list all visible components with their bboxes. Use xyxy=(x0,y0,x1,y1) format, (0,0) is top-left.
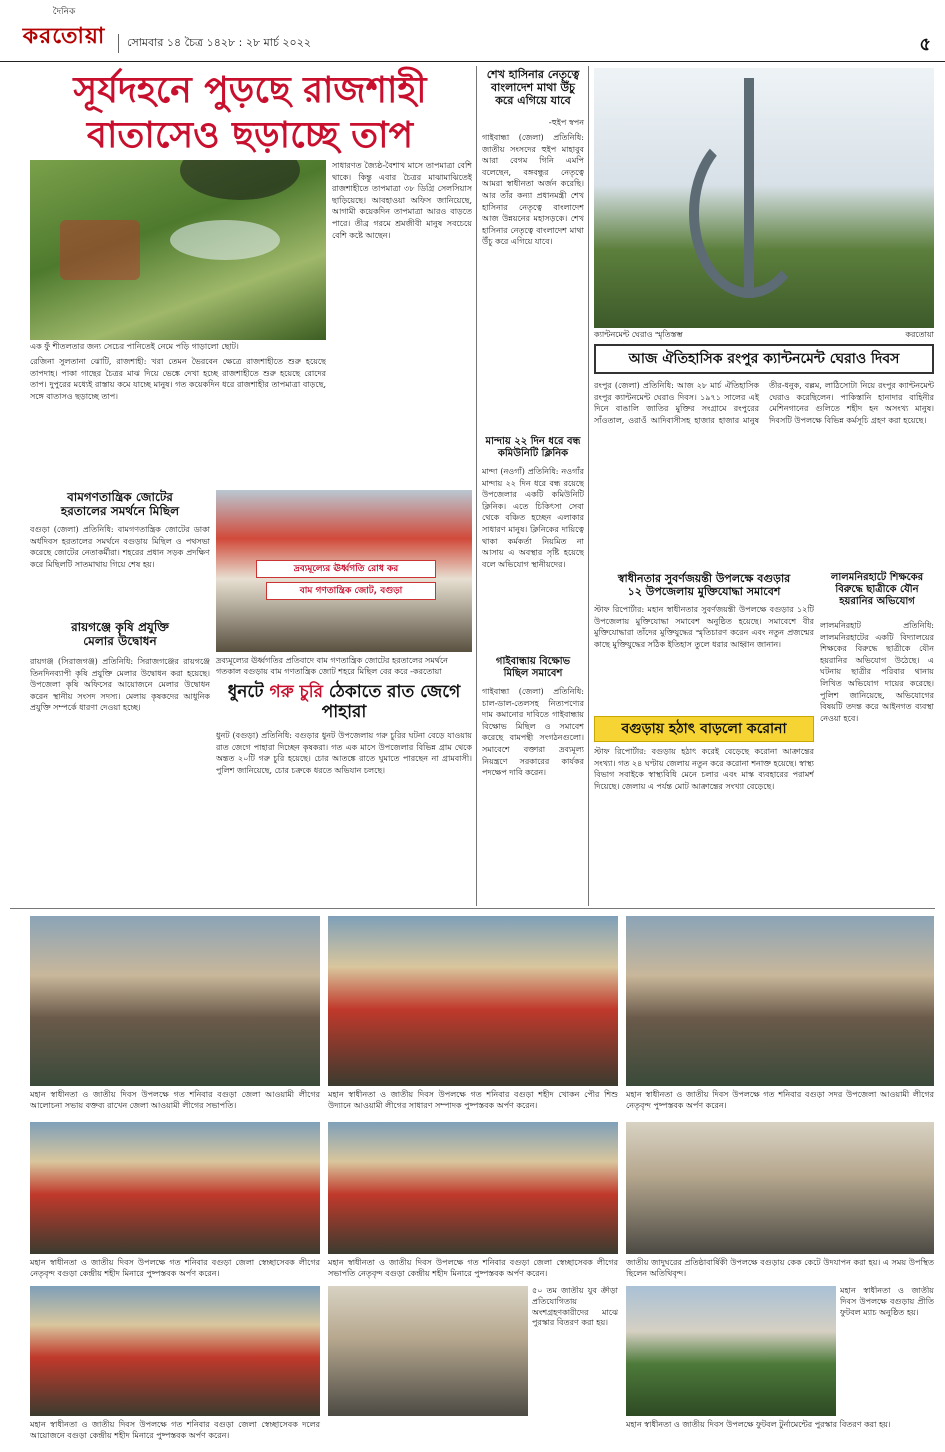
newspaper-logo xyxy=(14,4,114,58)
muktijoddha-headline-line-2: ১২ উপজেলায় মুক্তিযোদ্ধা সমাবেশ xyxy=(627,585,781,599)
issue-date: সোমবার ১৪ চৈত্র ১৪২৮ : ২৮ মার্চ ২০২২ xyxy=(118,34,311,53)
agri-body: রায়গঞ্জ (সিরাজগঞ্জ) প্রতিনিধি: সিরাজগঞ্জের রায়গঞ্জে তিনদিনব্যাপী কৃষি প্রযুক্তি মেলার উদ্বোধন করা হয়েছে। উপজেলা কৃষি অফিসের আয়োজনে মেলার উদ্বোধন করেন স্থানীয় সংসদ সদস্য। মেলায় কৃষকদের আধুনিক প্রযুক্তি সম্পর্কে ধারণা দেওয়া হচ্ছে। xyxy=(30,657,210,713)
hartal-headline-line-1: বামগণতান্ত্রিক জোটের xyxy=(67,490,173,504)
column-divider xyxy=(588,66,589,906)
section-divider xyxy=(10,908,935,909)
event-photo-5 xyxy=(328,1122,618,1254)
lead-body-right: সাধারণত জ্যৈষ্ঠ-বৈশাখ মাসে তাপমাত্রা বেশি থাকে। কিন্তু এবার চৈত্রর মাঝামাঝিতেই রাজশাহীতে তাপমাত্রা ৩৮ ডিগ্রি সেলসিয়াস ছাড়িয়েছে। আবহাওয়া অফিস জানিয়েছে, আগামী কয়েকদিন তাপমাত্রা আরও বাড়তে পারে। তীব্র গরমে শ্রমজীবী মানুষ সবচেয়ে বেশি কষ্টে আছেন। xyxy=(332,161,472,240)
event-photo-7 xyxy=(30,1286,320,1416)
masthead xyxy=(0,0,945,62)
umbrella-shape xyxy=(180,160,300,200)
agri-headline-line-2: মেলার উদ্বোধন xyxy=(83,634,157,649)
sheikh-headline-line-1: শেখ হাসিনার নেতৃত্বে xyxy=(486,68,580,81)
event-photo-2 xyxy=(328,916,618,1086)
logo-small-text: দৈনিক xyxy=(52,7,76,17)
sheikh-headline-line-3: করে এগিয়ে যাবে xyxy=(495,94,571,108)
hartal-caption-text: দ্রব্যমূল্যের ঊর্ধ্বগতির প্রতিবাদে বাম গণতান্ত্রিক জোটের হরতালের সমর্থনে গতকাল বগুড়ায় বাম গণতান্ত্রিক জোট শহরে মিছিল বের করে xyxy=(216,656,448,676)
hartal-photo xyxy=(216,490,472,652)
corona-headline: বগুড়ায় হঠাৎ বাড়লো করোনা xyxy=(594,716,814,742)
clinic-headline-line-1: মান্দায় ২২ দিন ধরে বন্ধ xyxy=(485,436,581,447)
harassment-body: লালমনিরহাট প্রতিনিধি: লালমনিরহাটের একটি বিদ্যালয়ের শিক্ষকের বিরুদ্ধে ছাত্রীকে যৌন হয়রানির অভিযোগ উঠেছে। এ ঘটনায় ছাত্রীর পরিবার থানায় লিখিত অভিযোগ দায়ের করেছে। পুলিশ জানিয়েছে, অভিযোগের বিষয়টি তদন্ত করে আইনগত ব্যবস্থা নেওয়া হবে। xyxy=(820,621,934,723)
lead-headline-line-2: বাতাসেও ছড়াচ্ছে তাপ xyxy=(86,115,414,157)
harassment-headline-line-1: লালমনিরহাটে শিক্ষকের xyxy=(830,572,924,583)
gaibandha-headline: গাইবান্ধায় বিক্ষোভ মিছিল সমাবেশ xyxy=(495,656,571,679)
harassment-headline-line-2: বিরুদ্ধে ছাত্রীকে যৌন xyxy=(835,584,919,595)
sheikh-headline-line-2: বাংলাদেশ মাথা উঁচু xyxy=(491,81,575,95)
lead-photo-caption: এক ফুঁ শীতলতার জন্য সেচের পানিতেই নেমে পড়ি গাড়ালো ছোট। xyxy=(30,342,239,351)
cantonment-body: রংপুর (জেলা) প্রতিনিধি: আজ ২৮ মার্চ ঐতিহাসিক রংপুর ক্যান্টনমেন্ট ঘেরাও দিবস। ১৯৭১ সালের এই দিনে বাঙালি জাতির মুক্তির সংগ্রামে রংপুরের সাঁওতাল, ওরাওঁ আদিবাসীসহ হাজার হাজার মানুষ তীর-ধনুক, বল্লম, লাঠিসোটা নিয়ে রংপুর ক্যান্টনমেন্ট ঘেরাও করেছিলেন। পাকিস্তানি হানাদার বাহিনীর মেশিনগানের গুলিতে শহীদ হন অসংখ্য মানুষ। দিবসটি উপলক্ষে বিভিন্ন কর্মসূচি গ্রহণ করা হয়েছে। xyxy=(594,381,934,425)
lead-headline-line-1: সূর্যদহনে পুড়ছে রাজশাহী xyxy=(73,70,427,111)
event-photo-6-caption: জাতীয় জাদুঘরের প্রতিষ্ঠাবার্ষিকী উপলক্ষে বগুড়ায় কেক কেটে উদযাপন করা হয়। এ সময় উপস্থিত ছিলেন অতিথিবৃন্দ। xyxy=(626,1258,934,1278)
cow-headline xyxy=(216,682,472,723)
harassment-headline xyxy=(820,572,934,608)
event-photo-7-caption: মহান স্বাধীনতা ও জাতীয় দিবস উপলক্ষে গত শনিবার বগুড়া জেলা স্বেচ্ছাসেবক দলের আয়োজনে বগুড়া কেন্দ্রীয় শহীদ মিনারে পুষ্পস্তবক অর্পণ করেন। xyxy=(30,1420,320,1440)
lead-body-left: রেজিনা সুলতানা ঝোটি, রাজশাহী: খরা তেমন ভৈরবেন ক্ষেত্রে রাজশাহীতে শুরু হয়েছে তাপদাহ। পাকা গাছের চৈত্রর মাঝ দিয়ে ভেঙ্কে দেখা হচ্ছে রাজশাহীতে শুরু হয়েছে রোদের তাপ। দুপুরের মধ্যেই রাস্তায় কমে যাচ্ছে মানুষ। গত কয়েকদিন ধরে রাজশাহীর তাপমাত্রা বাড়ছে, সঙ্গে বাতাসও ছড়াচ্ছে তাপ। xyxy=(30,357,326,401)
event-photo-4 xyxy=(30,1122,320,1254)
cantonment-photo xyxy=(594,68,934,328)
cantonment-headline: আজ ঐতিহাসিক রংপুর ক্যান্টনমেন্ট ঘেরাও দিবস xyxy=(594,344,934,374)
event-photo-4-caption: মহান স্বাধীনতা ও জাতীয় দিবস উপলক্ষে গত শনিবার বগুড়া জেলা স্বেচ্ছাসেবক লীগের নেতৃবৃন্দ বগুড়া কেন্দ্রীয় শহীদ মিনারে পুষ্পস্তবক অর্পণ করেন। xyxy=(30,1258,320,1278)
corona-body: স্টাফ রিপোর্টার: বগুড়ায় হঠাৎ করেই বেড়েছে করোনা আক্রান্তের সংখ্যা। গত ২৪ ঘণ্টায় জেলায় নতুন করে করোনা শনাক্ত হয়েছে। স্বাস্থ্য বিভাগ সবাইকে স্বাস্থ্যবিধি মেনে চলার এবং মাস্ক ব্যবহারের পরামর্শ দিয়েছে। জেলায় এ পর্যন্ত মোট আক্রান্তের সংখ্যা বেড়েছে। xyxy=(594,747,814,791)
agri-headline xyxy=(30,620,210,649)
column-divider xyxy=(476,66,477,906)
event-photo-1 xyxy=(30,916,320,1086)
muktijoddha-body: স্টাফ রিপোর্টার: মহান স্বাধীনতার সুবর্ণজয়ন্তী উপলক্ষে বগুড়ার ১২টি উপজেলায় মুক্তিযোদ্ধা সমাবেশ অনুষ্ঠিত হয়েছে। সমাবেশে বীর মুক্তিযোদ্ধারা তাঁদের মুক্তিযুদ্ধের স্মৃতিচারণ করেন এবং নতুন প্রজন্মের কাছে মুক্তিযুদ্ধের সঠিক ইতিহাস তুলে ধরার আহ্বান জানান। xyxy=(594,605,814,649)
clinic-headline-line-2: কমিউনিটি ক্লিনিক xyxy=(497,448,569,459)
protest-banner-2: বাম গণতান্ত্রিক জোট, বগুড়া xyxy=(266,582,436,600)
cow-headline-part-2: গরু চুরি xyxy=(269,682,323,702)
muktijoddha-headline xyxy=(594,572,814,598)
event-photo-9-caption: মহান স্বাধীনতা ও জাতীয় দিবস উপলক্ষে ফুটবল টুর্নামেন্টের পুরস্কার বিতরণ করা হয়। xyxy=(626,1420,891,1429)
cantonment-photo-caption: ক্যান্টনমেন্ট ঘেরাও স্মৃতিস্তম্ভ xyxy=(594,330,683,339)
pump-shape xyxy=(60,220,140,280)
event-photo-2-caption: মহান স্বাধীনতা ও জাতীয় দিবস উপলক্ষে গত শনিবার বগুড়া শহীদ খোকন পৌর শিশু উদ্যানে আওয়ামী লীগের সাধারণ সম্পাদক পুষ্পস্তবক অর্পণ করেন। xyxy=(328,1090,618,1110)
event-photo-5-caption: মহান স্বাধীনতা ও জাতীয় দিবস উপলক্ষে গত শনিবার বগুড়া জেলা স্বেচ্ছাসেবক লীগের সভাপতি নেতৃবৃন্দ বগুড়া কেন্দ্রীয় শহীদ মিনারে পুষ্পস্তবক অর্পণ করেন। xyxy=(328,1258,618,1278)
sheikh-body: গাইবান্ধা (জেলা) প্রতিনিধি: জাতীয় সংসদের হুইপ মাহাবুব আরা বেগম গিনি এমপি বলেছেন, বঙ্গবন্ধুর নেতৃত্বে আমরা স্বাধীনতা অর্জন করেছি। আর তাঁর কন্যা প্রধানমন্ত্রী শেখ হাসিনার নেতৃত্বে বাংলাদেশ আজ উন্নয়নের মহাসড়কে। শেখ হাসিনার নেতৃত্বে বাংলাদেশ মাথা উঁচু করে এগিয়ে যাবে। xyxy=(482,133,584,247)
protest-banner-1: দ্রব্যমূল্যের ঊর্ধ্বগতি রোধ কর xyxy=(256,560,436,578)
page-number: ৫ xyxy=(919,34,931,55)
event-photo-3 xyxy=(626,916,934,1086)
sheikh-headline xyxy=(482,68,584,108)
harassment-headline-line-3: হয়রানির অভিযোগ xyxy=(839,596,915,607)
lead-photo xyxy=(30,160,326,340)
lead-headline xyxy=(30,70,470,157)
event-photo-10-caption: মহান স্বাধীনতা ও জাতীয় দিবস উপলক্ষে বগুড়ায় প্রীতি ফুটবল ম্যাচ অনুষ্ঠিত হয়। xyxy=(840,1286,934,1317)
cantonment-photo-credit: করতোয়া xyxy=(905,330,934,339)
cow-body: ধুনট (বগুড়া) প্রতিনিধি: বগুড়ার ধুনট উপজেলায় গরু চুরির ঘটনা বেড়ে যাওয়ায় রাত জেগে পাহারা দিচ্ছেন কৃষকরা। গত এক মাসে উপজেলার বিভিন্ন গ্রাম থেকে অন্তত ২০টি গরু চুরি হয়েছে। চোর আতঙ্কে রাতে ঘুমাতে পারছেন না গ্রামবাসী। পুলিশ জানিয়েছে, চোর চক্রকে ধরতে অভিযান চলছে। xyxy=(216,731,472,775)
event-photo-1-caption: মহান স্বাধীনতা ও জাতীয় দিবস উপলক্ষে গত শনিবার বগুড়া জেলা আওয়ামী লীগের আলোচনা সভায় বক্তব্য রাখেন জেলা আওয়ামী লীগের সভাপতি। xyxy=(30,1090,320,1110)
water-spray-shape xyxy=(170,220,280,260)
hartal-photo-caption xyxy=(216,656,472,678)
cow-headline-part-1: ধুনটে xyxy=(227,682,264,702)
sheikh-byline: -হুইপ স্বপন xyxy=(548,118,584,127)
logo-main-text: করতোয়া xyxy=(22,24,106,49)
monument-arc xyxy=(689,128,809,298)
agri-headline-line-1: রায়গঞ্জে কৃষি প্রযুক্তি xyxy=(71,620,169,634)
event-photo-9 xyxy=(626,1286,836,1416)
event-photo-8 xyxy=(328,1286,528,1416)
hartal-photo-credit: -করতোয়া xyxy=(410,666,442,676)
event-photo-6 xyxy=(626,1122,934,1254)
muktijoddha-headline-line-1: স্বাধীনতার সুবর্ণজয়ন্তী উপলক্ষে বগুড়ার xyxy=(617,572,791,585)
hartal-headline-line-2: হরতালের সমর্থনে মিছিল xyxy=(60,504,180,519)
hartal-headline xyxy=(30,490,210,519)
cow-headline-part-3: ঠেকাতে রাত জেগে পাহারা xyxy=(321,682,461,723)
clinic-body: মান্দা (নওগাঁ) প্রতিনিধি: নওগাঁর মান্দায় ২২ দিন ধরে বন্ধ রয়েছে উপজেলার একটি কমিউনিটি ক্লিনিক। এতে চিকিৎসা সেবা থেকে বঞ্চিত হচ্ছেন এলাকার সাধারণ মানুষ। ক্লিনিকের দায়িত্বে থাকা কর্মকর্তা নিয়মিত না আসায় এ অবস্থার সৃষ্টি হয়েছে বলে অভিযোগ স্থানীয়দের। xyxy=(482,467,584,569)
clinic-headline xyxy=(482,436,584,460)
gaibandha-body: গাইবান্ধা (জেলা) প্রতিনিধি: চাল-ডাল-তেলসহ নিত্যপণ্যের দাম কমানোর দাবিতে গাইবান্ধায় বিক্ষোভ মিছিল ও সমাবেশ করেছে বামপন্থী সংগঠনগুলো। সমাবেশে বক্তারা দ্রব্যমূল্য নিয়ন্ত্রণে সরকারের কার্যকর পদক্ষেপ দাবি করেন। xyxy=(482,687,584,778)
hartal-body: বগুড়া (জেলা) প্রতিনিধি: বামগণতান্ত্রিক জোটের ডাকা অর্ধদিবস হরতালের সমর্থনে বগুড়ায় মিছিল ও পথসভা করেছে জোটের নেতাকর্মীরা। শহরের প্রধান সড়ক প্রদক্ষিণ করে মিছিলটি সাতমাথায় গিয়ে শেষ হয়। xyxy=(30,525,210,569)
event-photo-8-caption: ৫০ তম জাতীয় যুব ক্রীড়া প্রতিযোগিতায় অংশগ্রহণকারীদের মাঝে পুরস্কার বিতরণ করা হয়। xyxy=(532,1286,618,1328)
event-photo-3-caption: মহান স্বাধীনতা ও জাতীয় দিবস উপলক্ষে গত শনিবার বগুড়া সদর উপজেলা আওয়ামী লীগের নেতৃবৃন্দ পুষ্পস্তবক অর্পণ করেন। xyxy=(626,1090,934,1110)
